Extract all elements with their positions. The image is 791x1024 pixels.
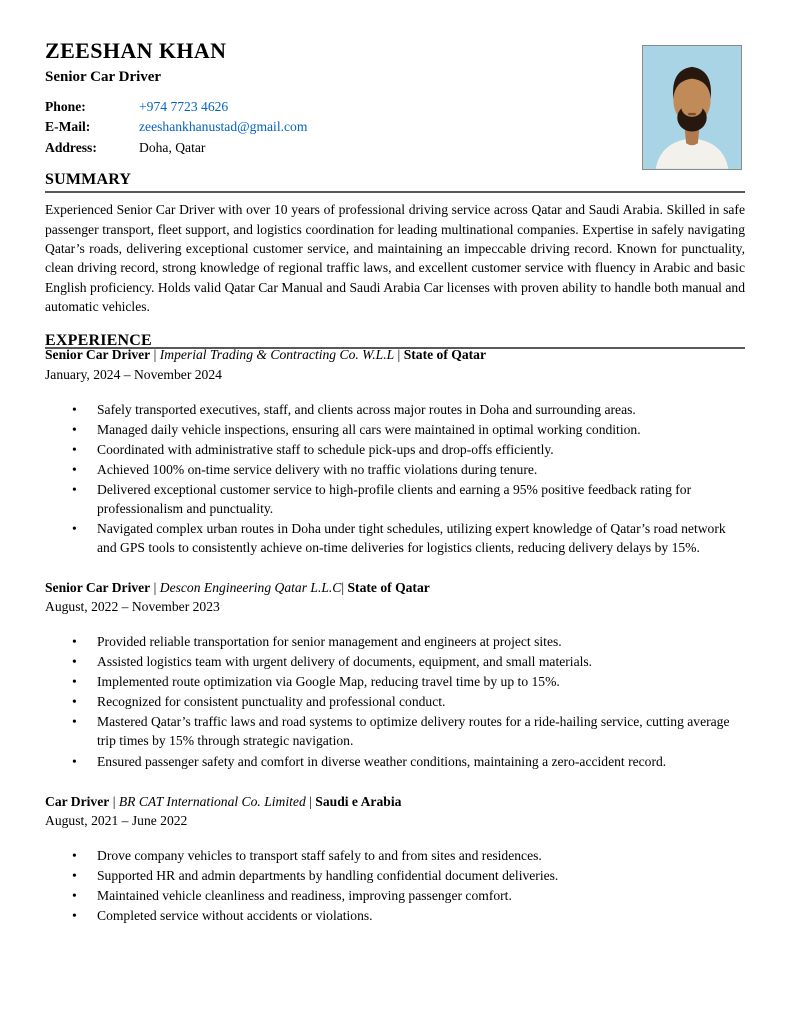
phone-label: Phone: bbox=[45, 99, 86, 114]
job-bullet: • Assisted logistics team with urgent delivery of documents, equipment, and small materials. bbox=[70, 652, 745, 671]
job-dates: August, 2022 – November 2023 bbox=[45, 599, 220, 615]
summary-text: Experienced Senior Car Driver with over 10 years of professional driving service across Qatar and Saudi Arabia. Skilled in safe passenger transport, fleet support, and logistics coordination for leading multinational companies. Expertise in safely navigating Qatar’s roads, delivering exceptional customer service, and maintaining an impeccable driving record. Known for punctuality, clean driving record, strong knowledge of regional traffic laws, and excellent customer service with fluency in Arabic and basic English proficiency. Holds valid Qatar Car Manual and Saudi Arabia Car licenses with proven ability to handle both manual and automatic vehicles. bbox=[45, 202, 745, 315]
job-bullet: • Maintained vehicle cleanliness and readiness, improving passenger comfort. bbox=[70, 886, 745, 905]
job-bullet: • Ensured passenger safety and comfort in diverse weather conditions, maintaining a zero-accident record. bbox=[70, 752, 745, 771]
summary-section bbox=[45, 171, 745, 317]
job-entry-1 bbox=[45, 346, 745, 557]
experience-section bbox=[45, 331, 745, 925]
job-bullet: • Completed service without accidents or violations. bbox=[70, 906, 745, 925]
job-bullet: • Navigated complex urban routes in Doha under tight schedules, utilizing expert knowledge of Qatar’s road network and GPS tools to consistently achieve on-time deliveries for logistics clients, reducing delivery delays by 15%. bbox=[70, 519, 745, 557]
job-bullet: • Supported HR and admin departments by handling confidential document deliveries. bbox=[70, 866, 745, 885]
candidate-name: ZEESHAN KHAN bbox=[45, 38, 227, 63]
job-header bbox=[45, 793, 745, 811]
job-location: Saudi e Arabia bbox=[315, 793, 402, 809]
experience-heading: EXPERIENCE bbox=[45, 334, 745, 350]
contact-block bbox=[45, 97, 745, 158]
job-role: Car Driver bbox=[45, 793, 110, 809]
job-location: State of Qatar bbox=[403, 347, 486, 363]
job-bullet: • Recognized for consistent punctuality and professional conduct. bbox=[70, 692, 745, 711]
profile-photo-image bbox=[643, 46, 741, 169]
job-bullet: • Achieved 100% on-time service delivery with no traffic violations during tenure. bbox=[70, 460, 745, 479]
job-company: Descon Engineering Qatar L.L.C bbox=[159, 579, 342, 595]
job-header bbox=[45, 346, 745, 364]
candidate-job-title: Senior Car Driver bbox=[45, 69, 162, 85]
job-bullet: • Mastered Qatar’s traffic laws and road systems to optimize delivery routes for a ride-hailing service, cutting average trip times by 15% through strategic navigation. bbox=[70, 712, 745, 750]
job-bullet: • Drove company vehicles to transport staff safely to and from sites and residences. bbox=[70, 846, 745, 865]
summary-heading: SUMMARY bbox=[45, 171, 745, 193]
job-separator: | bbox=[341, 579, 348, 595]
job-bullet: • Delivered exceptional customer service to high-profile clients and earning a 95% positive feedback rating for professionalism and punctuality. bbox=[70, 480, 745, 518]
job-separator: | bbox=[305, 793, 316, 809]
job-bullet: • Coordinated with administrative staff to schedule pick-ups and drop-offs efficiently. bbox=[70, 440, 745, 459]
job-separator: | bbox=[150, 347, 160, 363]
job-role: Senior Car Driver bbox=[45, 579, 151, 595]
phone-link[interactable]: +974 7723 4626 bbox=[139, 99, 229, 114]
job-dates: January, 2024 – November 2024 bbox=[45, 366, 222, 382]
job-role: Senior Car Driver bbox=[45, 347, 151, 363]
contact-row-phone bbox=[45, 97, 745, 117]
job-location: State of Qatar bbox=[347, 579, 430, 595]
email-label: E-Mail: bbox=[45, 119, 91, 135]
job-bullet: • Implemented route optimization via Google Map, reducing travel time by up to 15%. bbox=[70, 672, 745, 691]
job-bullet-list bbox=[45, 400, 745, 557]
job-company: BR CAT International Co. Limited bbox=[118, 793, 306, 809]
job-bullet-list bbox=[45, 846, 745, 925]
job-header bbox=[45, 579, 745, 597]
contact-row-email bbox=[45, 117, 745, 137]
job-bullet-list bbox=[45, 632, 745, 770]
job-dates: August, 2021 – June 2022 bbox=[45, 812, 188, 828]
address-label: Address: bbox=[45, 139, 97, 155]
job-separator: | bbox=[394, 347, 404, 363]
job-bullet: • Provided reliable transportation for senior management and engineers at project sites. bbox=[70, 632, 745, 651]
job-bullet: • Managed daily vehicle inspections, ensuring all cars were maintained in optimal working condition. bbox=[70, 420, 745, 439]
job-company: Imperial Trading & Contracting Co. W.L.L bbox=[159, 347, 395, 363]
address-value: Doha, Qatar bbox=[139, 139, 206, 155]
job-separator: | bbox=[109, 793, 119, 809]
profile-photo bbox=[642, 45, 742, 170]
job-entry-3 bbox=[45, 793, 745, 925]
contact-row-address bbox=[45, 138, 745, 158]
job-entry-2 bbox=[45, 579, 745, 771]
email-link[interactable]: zeeshankhanustad@gmail.com bbox=[139, 119, 308, 135]
job-separator: | bbox=[150, 579, 160, 595]
resume-header bbox=[45, 38, 745, 158]
job-bullet: • Safely transported executives, staff, and clients across major routes in Doha and surrounding areas. bbox=[70, 400, 745, 419]
